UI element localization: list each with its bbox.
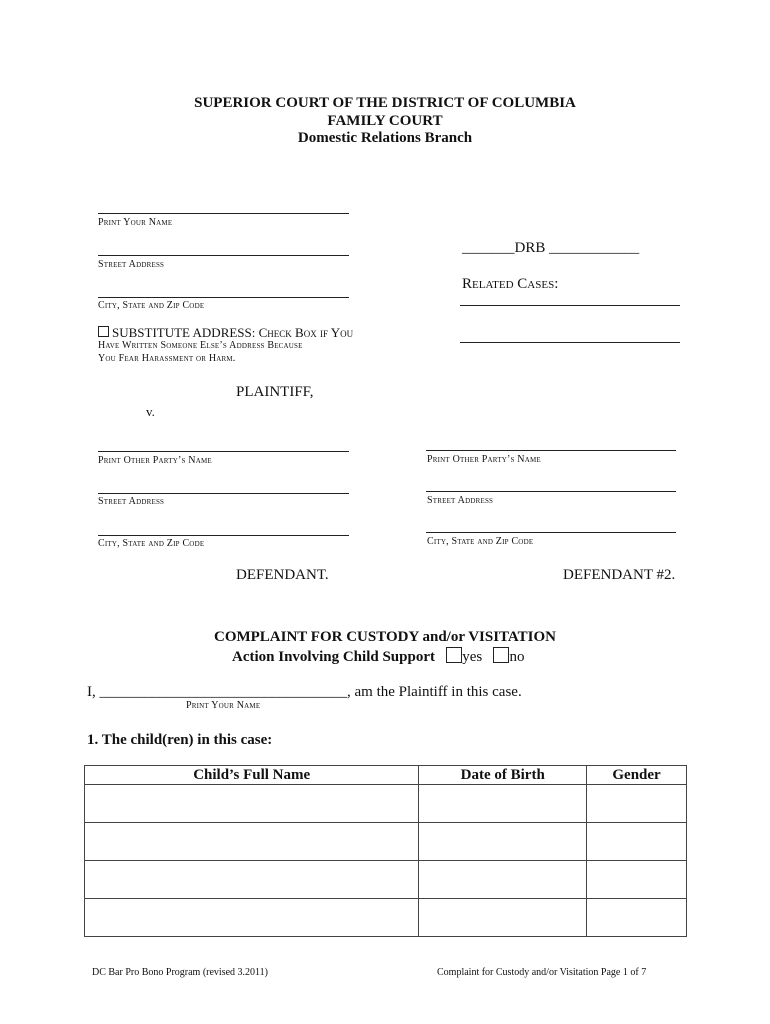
plaintiff-city-line[interactable] (98, 297, 349, 298)
table-row (85, 861, 687, 899)
plaintiff-role: PLAINTIFF, (236, 384, 314, 400)
substitute-address-checkbox[interactable] (98, 326, 109, 337)
footer-right: Complaint for Custody and/or Visitation Page 1 of 7 (437, 967, 647, 978)
plaintiff-name-label: Print Your Name (98, 217, 173, 228)
child-dob-cell[interactable] (419, 785, 587, 823)
statement-sublabel: Print Your Name (186, 700, 261, 711)
child-dob-cell[interactable] (419, 823, 587, 861)
drb-case-number[interactable] (462, 240, 639, 257)
column-childs-full-name: Child’s Full Name (85, 766, 419, 785)
children-table (84, 765, 687, 937)
child-name-cell[interactable] (85, 899, 419, 937)
plaintiff-city-label: City, State and Zip Code (98, 300, 205, 311)
table-row (85, 899, 687, 937)
statement-prefix: I, (87, 684, 96, 700)
defendant2-city-line[interactable] (426, 532, 676, 533)
plaintiff-name-line[interactable] (98, 213, 349, 214)
section-1-heading: 1. The child(ren) in this case: (87, 732, 273, 748)
related-cases-label: Related Cases: (462, 276, 559, 292)
child-name-cell[interactable] (85, 785, 419, 823)
defendant-city-line[interactable] (98, 535, 349, 536)
child-dob-cell[interactable] (419, 861, 587, 899)
child-gender-cell[interactable] (587, 899, 687, 937)
defendant-city-label: City, State and Zip Code (98, 538, 205, 549)
plaintiff-street-label: Street Address (98, 259, 165, 270)
child-support-label: Action Involving Child Support (232, 649, 435, 665)
defendant-name-label: Print Other Party’s Name (98, 455, 212, 466)
plaintiff-street-line[interactable] (98, 255, 349, 256)
defendant2-name-label: Print Other Party’s Name (427, 454, 541, 465)
substitute-address-line2: Have Written Someone Else’s Address Because (98, 340, 303, 351)
related-case-line-1[interactable] (460, 305, 680, 306)
defendant-role: DEFENDANT. (236, 567, 329, 583)
defendant2-street-line[interactable] (426, 491, 676, 492)
court-name: SUPERIOR COURT OF THE DISTRICT OF COLUMBIA (194, 95, 576, 111)
child-gender-cell[interactable] (587, 785, 687, 823)
drb-prefix: _______DRB (462, 240, 546, 256)
child-support-no-label: no (509, 649, 525, 665)
drb-suffix: ____________ (549, 240, 640, 256)
table-row (85, 785, 687, 823)
defendant-street-line[interactable] (98, 493, 349, 494)
statement-suffix: , am the Plaintiff in this case. (347, 684, 522, 700)
substitute-address-line1: SUBSTITUTE ADDRESS: Check Box if You (112, 325, 354, 340)
child-name-cell[interactable] (85, 823, 419, 861)
defendant2-street-label: Street Address (427, 495, 494, 506)
related-case-line-2[interactable] (460, 342, 680, 343)
column-gender: Gender (587, 766, 687, 785)
court-branch: Domestic Relations Branch (297, 130, 473, 146)
footer-left: DC Bar Pro Bono Program (revised 3.2011) (92, 967, 268, 978)
child-gender-cell[interactable] (587, 823, 687, 861)
defendant2-city-label: City, State and Zip Code (427, 536, 534, 547)
child-support-yes-checkbox[interactable] (446, 647, 462, 663)
child-support-no-checkbox[interactable] (493, 647, 509, 663)
plaintiff-statement (87, 684, 522, 701)
defendant-street-label: Street Address (98, 496, 165, 507)
child-name-cell[interactable] (85, 861, 419, 899)
versus-label: v. (146, 404, 155, 419)
child-gender-cell[interactable] (587, 861, 687, 899)
child-support-row (232, 647, 524, 666)
table-header-row (85, 766, 687, 785)
defendant2-role: DEFENDANT #2. (563, 567, 676, 583)
court-division: FAMILY COURT (327, 113, 443, 129)
child-support-yes-label: yes (462, 649, 483, 665)
defendant-name-line[interactable] (98, 451, 349, 452)
defendant2-name-line[interactable] (426, 450, 676, 451)
column-date-of-birth: Date of Birth (419, 766, 587, 785)
plaintiff-name-blank[interactable]: _________________________________ (99, 684, 347, 700)
complaint-title: COMPLAINT FOR CUSTODY and/or VISITATION (213, 629, 556, 645)
child-dob-cell[interactable] (419, 899, 587, 937)
substitute-address-line3: You Fear Harassment or Harm. (98, 353, 236, 364)
table-row (85, 823, 687, 861)
